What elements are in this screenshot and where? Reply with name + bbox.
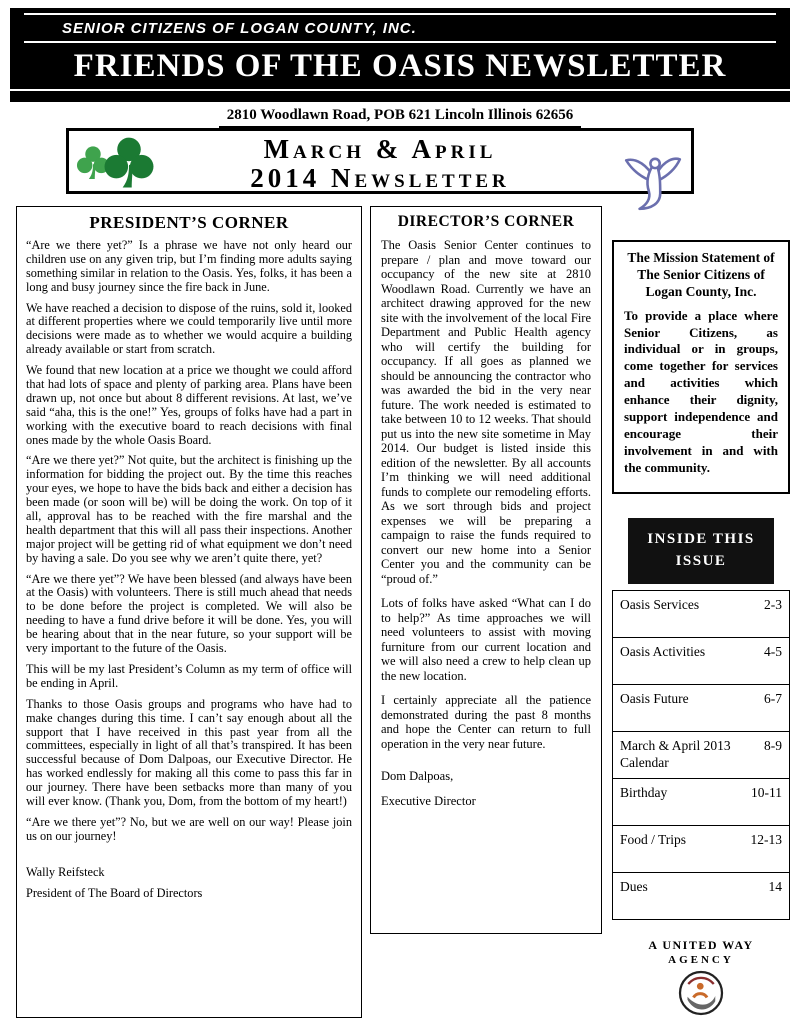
toc-row [612, 731, 790, 779]
paragraph: We have reached a decision to dispose of the ruins, sold it, looked at different properties where we could temporarily live until more decisions were made as to whether we would acquire a building already available or start from scratch. [26, 300, 352, 357]
address-text: 2810 Woodlawn Road, POB 621 Lincoln Illinois 62656 [219, 107, 581, 128]
united-way-block [612, 938, 790, 1022]
toc-row [612, 825, 790, 873]
united-way-agency-text: AGENCY [668, 954, 734, 966]
paragraph: This will be my last President’s Column as my term of office will be ending in April. [26, 661, 352, 690]
newsletter-title: FRIENDS OF THE OASIS NEWSLETTER [73, 48, 727, 84]
presidents-corner-heading: PRESIDENT’S CORNER [89, 213, 289, 232]
presidents-corner-section [16, 206, 362, 1018]
toc-label: March & April 2013 Calendar [620, 738, 731, 770]
toc-label: Dues [620, 879, 648, 894]
toc-label: Oasis Activities [620, 644, 706, 659]
toc-label: Birthday [620, 785, 668, 800]
issue-month-line: March & April [263, 134, 497, 164]
toc-label: Food / Trips [620, 832, 687, 847]
toc-row [612, 872, 790, 920]
address-line [0, 106, 800, 128]
president-signature-name: Wally Reifsteck [26, 864, 105, 879]
directors-corner-heading: DIRECTOR’S CORNER [397, 213, 575, 230]
toc-pages: 4-5 [764, 644, 782, 659]
paragraph: “Are we there yet?” Not quite, but the architect is finishing up the information for bidding the project out. By the time this reaches your eyes, we hope to have the bids back and either a decision has been made (or soon will be) will be doing the work. On top of it all, approval has to be reached with the fire marshal and the health department that this will all pass their inspections. Another major project will be getting rid of what equipment we don’t need by having a sale. Do you see why we aren’t quite there, yet? [26, 453, 352, 565]
paragraph: I certainly appreciate all the patience demonstrated during the past 8 months and hope the Center can return to full operation in the very near future. [381, 693, 591, 751]
director-signature-name: Dom Dalpoas, [381, 769, 454, 783]
director-signature-title: Executive Director [381, 793, 476, 808]
toc-pages: 6-7 [764, 691, 782, 706]
dove-icon [620, 148, 686, 214]
toc-row [612, 590, 790, 638]
toc-row [612, 778, 790, 826]
paragraph: Thanks to those Oasis groups and programs who have had to make changes during this time. I can’t say enough about all the support that I have received in this past year from all the committees, especially in light of all that’s transpired. It has been successful because of Dom Dalpoas, our Executive Director. He has worked endlessly for making all this come to pass this far in our journey. There have been setbacks more than many of you will ever know. (Thank you, Dom, from the bottom of my heart!) [26, 696, 352, 808]
toc-pages: 2-3 [764, 597, 782, 612]
mission-statement-heading: The Mission Statement of The Senior Citizens of Logan County, Inc. [627, 250, 775, 299]
masthead [10, 8, 790, 102]
toc-pages: 8-9 [764, 738, 782, 753]
mission-statement-box [612, 240, 790, 494]
inside-this-issue-header: INSIDE THIS ISSUE [628, 518, 774, 584]
table-of-contents [612, 590, 790, 920]
organization-name: SENIOR CITIZENS OF LOGAN COUNTY, INC. [62, 20, 417, 37]
shamrock-icon [100, 134, 158, 192]
issue-year-line: 2014 Newsletter [250, 163, 510, 193]
paragraph: Lots of folks have asked “What can I do to help?” As time approaches we will need volunteers to assist with moving furniture from our current location and we will also need a crew to help clean up the new location. [381, 596, 591, 683]
paragraph: The Oasis Senior Center continues to prepare / plan and move toward our occupancy of the new site at 2810 Woodlawn Road. Currently we have an architect drawing approved for the new site with the involvement of the local Fire Department and Public Health agency who will certify the building for occupancy. If all goes as planned we should be announcing the contractor who was awarded the bid in the very near future. The work needed is estimated to take between 10 to 12 weeks. That should put us into the new site sometime in May 2014. Our budget is listed inside this edition of the newsletter. By all accounts I’m thinking we will need additional funds to complete our remodeling efforts. As we sort through bids and project expenses we will be preparing a campaign to raise the funds required to convert our new home into a Senior Center you and the community can be “proud of.” [381, 238, 591, 586]
issue-banner [66, 128, 694, 194]
paragraph: “Are we there yet”? No, but we are well on our way! Please join us on our journey! [26, 814, 352, 843]
toc-pages: 10-11 [751, 785, 782, 800]
toc-row [612, 637, 790, 685]
paragraph: “Are we there yet?” Is a phrase we have not only heard our children use on any given trip, but I’m finding more adults saying something similar in relation to the Oasis. Yes, folks, it has been a long and busy journey since the fire back in June. [26, 238, 352, 294]
toc-label: Oasis Services [620, 597, 700, 612]
united-way-logo-icon [677, 969, 725, 1017]
united-way-text: A UNITED WAY [648, 938, 754, 952]
directors-corner-section [370, 206, 602, 934]
president-signature-title: President of The Board of Directors [26, 885, 203, 900]
paragraph: We found that new location at a price we thought we could afford that had lots of space and plenty of parking area. Plans have been drawn up, not once but about 8 different revisions. At last, we’ve said “aha, this is the one!” Yes, groups of folks have had a part in working with the executive board to reach decisions with final ones made by the whole Oasis Board. [26, 363, 352, 447]
masthead-bottom-rule [10, 89, 790, 91]
toc-label: Oasis Future [620, 691, 689, 706]
toc-pages: 14 [768, 879, 782, 894]
toc-row [612, 684, 790, 732]
paragraph: “Are we there yet”? We have been blessed (and always have been at the Oasis) with volunteers. There is still much ahead that needs to be done before the project is completed. We will also be needing to have a fund drive before it will be done. Yes, you will be hearing about that in the near future, so your support will be very important to the future of the Oasis. [26, 571, 352, 656]
mission-statement-body: To provide a place where Senior Citizens, as individual or in groups, come together for services and activities which enhance their dignity, support independence and encourage their involvement in and with the community. [624, 307, 778, 475]
toc-pages: 12-13 [750, 832, 782, 847]
